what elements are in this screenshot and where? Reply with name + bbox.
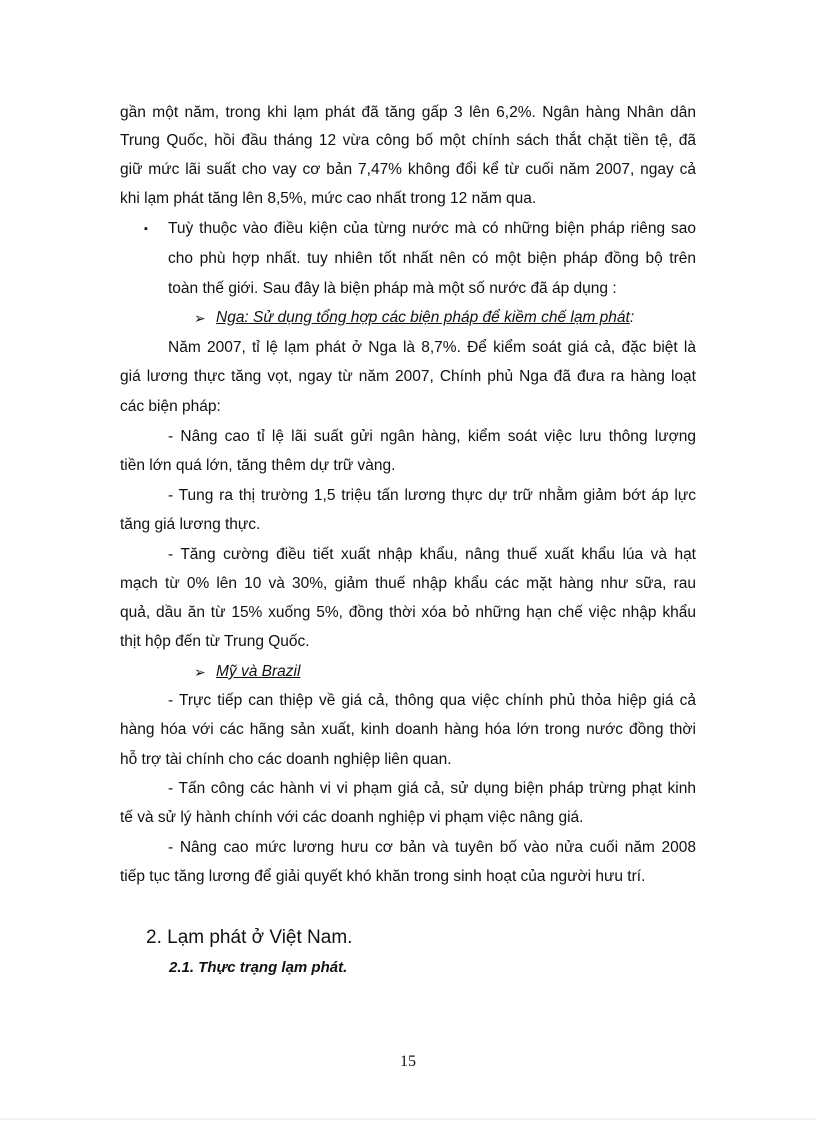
page-bottom-edge xyxy=(0,1118,816,1120)
section-heading: 2. Lạm phát ở Việt Nam. xyxy=(146,927,353,948)
page-number: 15 xyxy=(400,1053,416,1070)
text-line: - Nâng cao mức lương hưu cơ bản và tuyên bố vào nửa cuối năm 2008 xyxy=(168,839,696,856)
text-line: Năm 2007, tỉ lệ lạm phát ở Nga là 8,7%. Để kiểm soát giá cả, đặc biệt là xyxy=(168,339,696,356)
text-line: - Tấn công các hành vi vi phạm giá cả, sử dụng biện pháp trừng phạt kinh xyxy=(168,780,696,797)
russia-heading: Nga: Sử dụng tổng hợp các biện pháp để kiềm chế lạm phát: xyxy=(216,309,635,326)
bullet-text-line: toàn thế giới. Sau đây là biện pháp mà một số nước đã áp dụng : xyxy=(168,280,617,297)
text-line: mạch từ 0% lên 10 và 30%, giảm thuế nhập khẩu các mặt hàng như sữa, rau xyxy=(120,575,696,592)
text-line: tiền lớn quá lớn, tăng thêm dự trữ vàng. xyxy=(120,457,396,474)
text-line: tăng giá lương thực. xyxy=(120,516,261,533)
text-line: giá lương thực tăng vọt, ngay từ năm 2007, Chính phủ Nga đã đưa ra hàng loạt xyxy=(120,368,696,385)
text-line: quả, dầu ăn từ 15% xuống 5%, đồng thời xóa bỏ những hạn chế việc nhập khẩu xyxy=(120,604,696,621)
text-line: thịt hộp đến từ Trung Quốc. xyxy=(120,633,310,650)
text-line: - Tăng cường điều tiết xuất nhập khẩu, nâng thuế xuất khẩu lúa và hạt xyxy=(168,546,696,563)
subsection-heading: 2.1. Thực trạng lạm phát. xyxy=(169,959,348,976)
text-line: gần một năm, trong khi lạm phát đã tăng gấp 3 lên 6,2%. Ngân hàng Nhân dân xyxy=(120,104,696,121)
text-line: tế và sử lý hành chính với các doanh nghiệp vi phạm việc nâng giá. xyxy=(120,809,584,826)
text-line: hỗ trợ tài chính cho các doanh nghiệp liên quan. xyxy=(120,751,452,768)
text-line: khi lạm phát tăng lên 8,5%, mức cao nhất trong 12 năm qua. xyxy=(120,190,537,207)
text-line: tiếp tục tăng lương để giải quyết khó khăn trong sinh hoạt của người hưu trí. xyxy=(120,868,646,885)
bullet-text-line: cho phù hợp nhất. tuy nhiên tốt nhất nên có một biện pháp đồng bộ trên xyxy=(168,250,696,267)
arrow-bullet-icon: ➢ xyxy=(194,664,206,680)
bullet-text-line: Tuỳ thuộc vào điều kiện của từng nước mà có những biện pháp riêng sao xyxy=(168,220,696,237)
text-line: hàng hóa với các hãng sản xuất, kinh doanh hàng hóa lớn trong nước đồng thời xyxy=(120,721,696,738)
text-line: Trung Quốc, hồi đầu tháng 12 vừa công bố một chính sách thắt chặt tiền tệ, đã xyxy=(120,132,696,149)
text-line: giữ mức lãi suất cho vay cơ bản 7,47% không đổi kể từ cuối năm 2007, ngay cả xyxy=(120,161,696,178)
arrow-bullet-icon: ➢ xyxy=(194,310,206,326)
square-bullet-icon: ▪ xyxy=(144,223,148,235)
text-line: - Trực tiếp can thiệp về giá cả, thông qua việc chính phủ thỏa hiệp giá cả xyxy=(168,692,696,709)
us-brazil-heading: Mỹ và Brazil xyxy=(216,663,301,680)
text-line: - Tung ra thị trường 1,5 triệu tấn lương thực dự trữ nhằm giảm bớt áp lực xyxy=(168,487,696,504)
text-line: - Nâng cao tỉ lệ lãi suất gửi ngân hàng, kiểm soát việc lưu thông lượng xyxy=(168,428,696,445)
text-line: các biện pháp: xyxy=(120,398,221,415)
